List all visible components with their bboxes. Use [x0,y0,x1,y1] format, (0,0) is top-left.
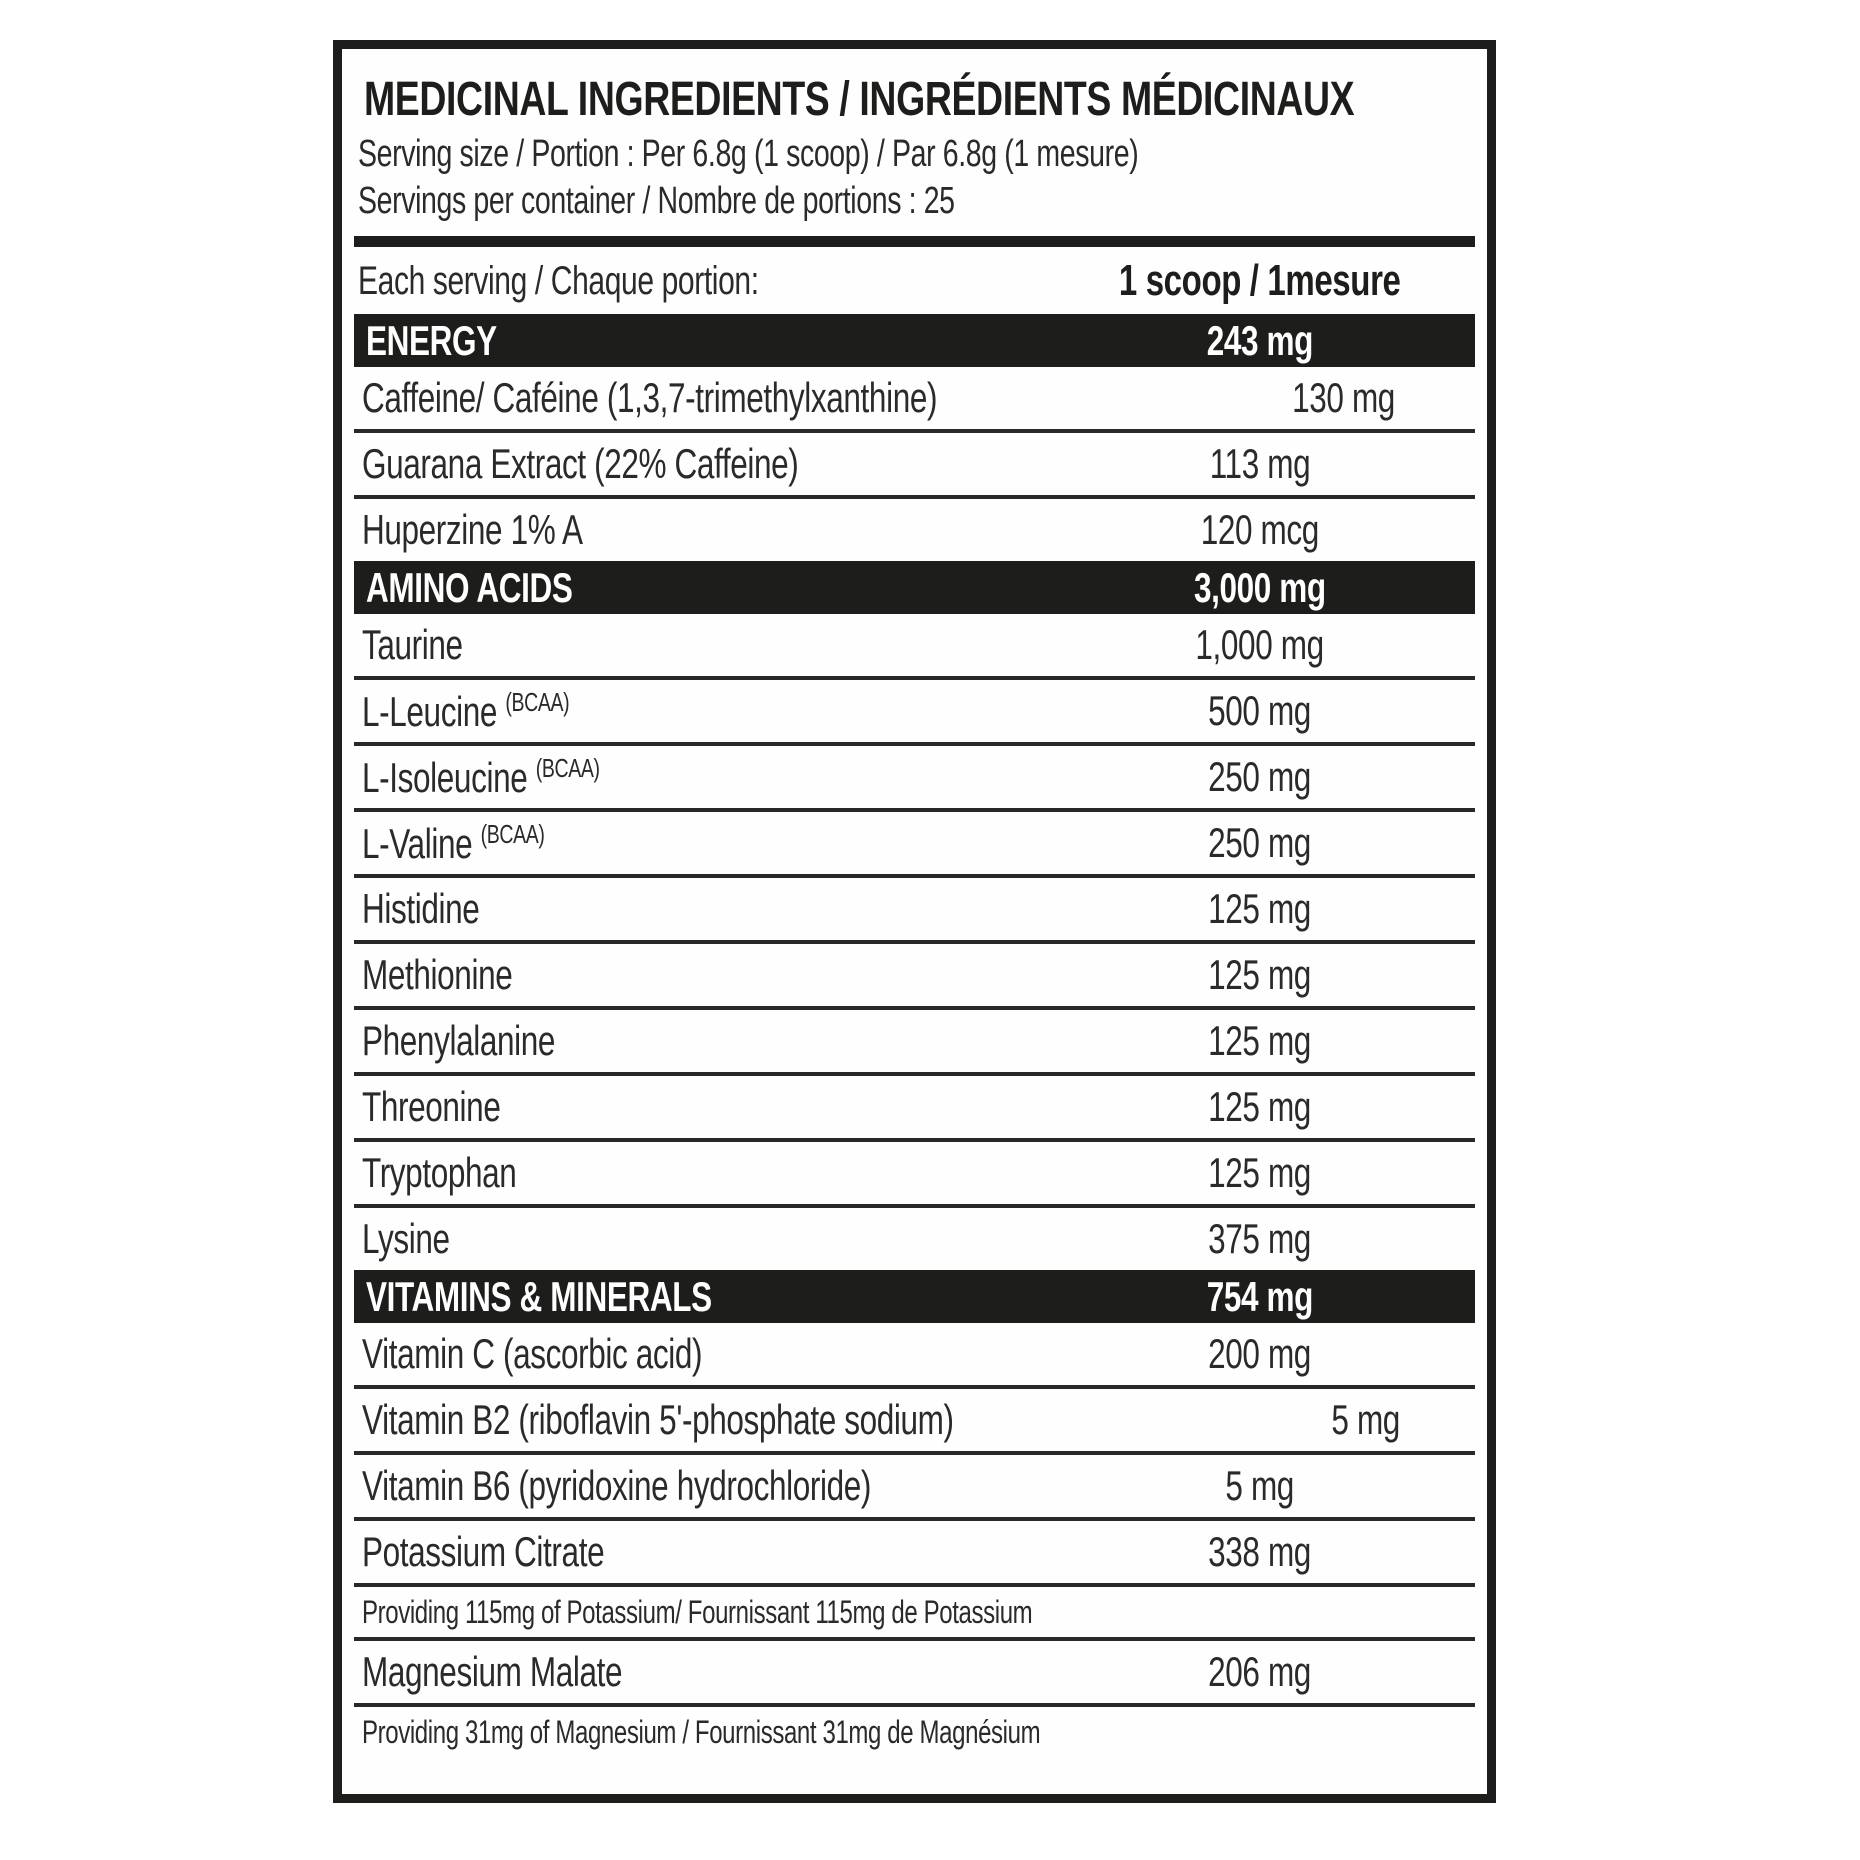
ingredient-name-text: Tryptophan [362,1149,517,1196]
ingredient-value-text: 125 mg [1208,1017,1312,1064]
ingredient-name [354,753,1045,802]
section-name [354,1273,1045,1321]
section-total-text: 243 mg [1206,316,1314,364]
ingredient-row [354,429,1475,495]
section-name-text: ENERGY [366,316,497,364]
ingredient-name [354,1149,1045,1197]
section-body [354,367,1475,561]
ingredient-row [354,1451,1475,1517]
ingredient-name [354,1462,1045,1510]
section-name [354,564,1045,612]
ingredient-name-text: Potassium Citrate [362,1528,605,1575]
ingredient-name-text: Taurine [362,621,463,668]
ingredient-value [1045,1083,1475,1131]
ingredient-value [1045,1017,1475,1065]
ingredient-row [354,1517,1475,1583]
ingredient-name [354,819,1045,868]
ingredient-value [1045,687,1475,735]
ingredient-name [354,687,1045,736]
ingredient-name [354,1528,1045,1576]
ingredient-row [354,742,1475,808]
ingredient-value-text: 375 mg [1208,1215,1312,1262]
ingredient-note [354,1703,1475,1757]
ingredient-name-text: Phenylalanine [362,1017,556,1064]
ingredient-value [1045,506,1475,554]
ingredient-value-text: 5 mg [1331,1396,1401,1443]
ingredient-name-text: Histidine [362,885,480,932]
ingredient-name-text: Methionine [362,951,513,998]
ingredient-value [1045,885,1475,933]
ingredient-value [1045,1149,1475,1197]
ingredient-note-text: Providing 115mg of Potassium/ Fournissant 115mg de Potassium [362,1593,1033,1630]
ingredient-value [1045,1648,1475,1696]
panel-title [364,73,1475,127]
ingredient-value [1045,753,1475,801]
section-body [354,614,1475,1270]
ingredient-name-text: Vitamin B6 (pyridoxine hydrochloride) [362,1462,872,1509]
ingredient-value [1045,621,1475,669]
ingredient-value-text: 120 mcg [1200,506,1320,553]
sections-container [354,314,1475,1757]
ingredient-value-text: 125 mg [1208,1083,1312,1130]
ingredient-name [354,440,1045,488]
section-total-text: 754 mg [1206,1272,1314,1320]
ingredient-name-text: Vitamin C (ascorbic acid) [362,1330,703,1377]
ingredient-value [1045,1462,1475,1510]
ingredient-value-text: 338 mg [1208,1528,1312,1575]
each-serving-label: Each serving / Chaque portion: [358,258,759,303]
ingredient-value-text: 125 mg [1208,885,1312,932]
section-header-bar [354,1270,1475,1323]
ingredient-row [354,614,1475,676]
serving-size-line: Serving size / Portion : Per 6.8g (1 scoop) / Par 6.8g (1 mesure) [358,133,1139,175]
section-header-bar [354,314,1475,367]
ingredient-row [354,676,1475,742]
ingredient-name-text: Caffeine/ Caféine (1,3,7-trimethylxanthine) [362,374,938,421]
ingredient-row [354,367,1475,429]
ingredient-name-superscript: (BCAA) [505,686,570,717]
ingredient-name-superscript: (BCAA) [535,752,600,783]
thick-divider [354,236,1475,247]
ingredient-row [354,1006,1475,1072]
ingredient-value-text: 500 mg [1208,687,1312,734]
ingredient-name-text: L-Leucine $^{(BCAA)}$ [362,686,570,735]
ingredient-name-text: Lysine [362,1215,450,1262]
ingredient-value [1045,440,1475,488]
ingredient-value-text: 125 mg [1208,951,1312,998]
ingredient-row [354,1637,1475,1703]
ingredient-value [1045,951,1475,999]
ingredient-value-text: 113 mg [1209,440,1311,487]
ingredient-name-text: Threonine [362,1083,501,1130]
ingredient-name-text: Guarana Extract (22% Caffeine) [362,440,799,487]
ingredient-name [354,621,1045,669]
ingredient-name [354,1215,1045,1263]
ingredient-value-text: 5 mg [1225,1462,1295,1509]
ingredient-value [1045,1330,1475,1378]
ingredient-name [354,1017,1045,1065]
ingredient-name [354,506,1045,554]
ingredient-row [354,1204,1475,1270]
ingredient-name-text: Huperzine 1% A [362,506,583,553]
ingredient-value [1045,819,1475,867]
each-serving-row [354,256,1475,306]
ingredient-name-text: Magnesium Malate [362,1648,623,1695]
ingredient-value-text: 206 mg [1208,1648,1312,1695]
ingredient-name-text: L-Valine $^{(BCAA)}$ [362,818,545,867]
ingredient-value-text: 130 mg [1292,374,1396,421]
ingredient-name [354,1396,1151,1444]
ingredient-value-text: 200 mg [1208,1330,1312,1377]
ingredient-name [354,374,1129,422]
panel-title-text: MEDICINAL INGREDIENTS / INGRÉDIENTS MÉDICINAUX [364,73,1355,126]
ingredient-row [354,808,1475,874]
ingredient-row [354,940,1475,1006]
section-name-text: VITAMINS & MINERALS [366,1272,712,1320]
ingredient-note [354,1583,1475,1637]
ingredient-name-text: Vitamin B2 (riboflavin 5'-phosphate sodium) [362,1396,954,1443]
ingredient-name-text: L-Isoleucine $^{(BCAA)}$ [362,752,600,801]
each-serving-value: 1 scoop / 1mesure [1119,256,1401,305]
section-body [354,1323,1475,1757]
ingredient-value-text: 125 mg [1208,1149,1312,1196]
ingredient-name [354,1083,1045,1131]
section-total [1045,317,1475,365]
ingredient-row [354,1072,1475,1138]
section-header-bar [354,561,1475,614]
ingredient-name [354,1648,1045,1696]
ingredient-value-text: 250 mg [1208,819,1312,866]
ingredient-value [1045,1215,1475,1263]
section-name [354,317,1045,365]
ingredient-value [1151,1396,1496,1444]
ingredient-value-text: 250 mg [1208,753,1312,800]
ingredient-row [354,1323,1475,1385]
ingredient-name [354,1330,1045,1378]
ingredient-name-superscript: (BCAA) [480,818,545,849]
servings-per-container-line: Servings per container / Nombre de portions : 25 [358,180,955,222]
supplement-facts-panel [333,40,1496,1803]
ingredient-row [354,495,1475,561]
section-total-text: 3,000 mg [1194,563,1326,611]
ingredient-value [1045,1528,1475,1576]
ingredient-row [354,874,1475,940]
ingredient-name [354,885,1045,933]
section-total [1045,1273,1475,1321]
section-total [1045,564,1475,612]
ingredient-row [354,1385,1475,1451]
ingredient-value [1129,374,1496,422]
ingredient-note-text: Providing 31mg of Magnesium / Fournissant 31mg de Magnésium [362,1713,1041,1750]
ingredient-value-text: 1,000 mg [1195,621,1325,668]
section-name-text: AMINO ACIDS [366,563,573,611]
ingredient-row [354,1138,1475,1204]
ingredient-name [354,951,1045,999]
